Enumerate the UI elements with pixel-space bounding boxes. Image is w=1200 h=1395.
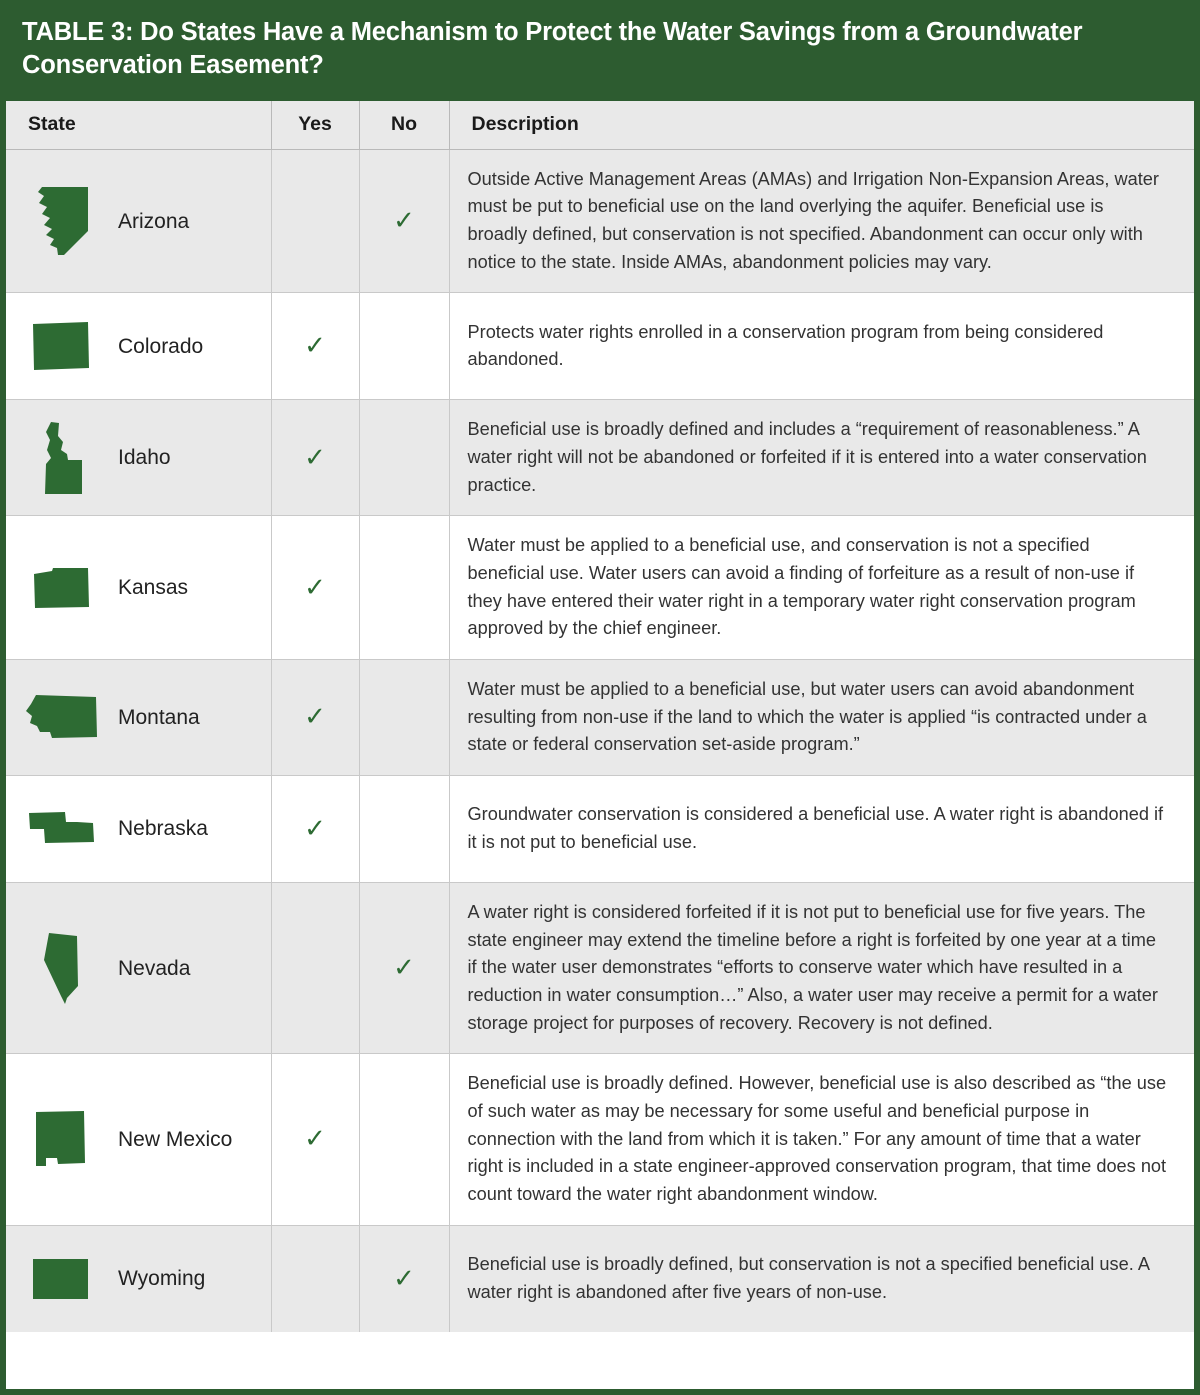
yes-cell bbox=[271, 149, 359, 293]
no-cell bbox=[359, 516, 449, 660]
description-cell: Beneficial use is broadly defined, but conservation is not a specified beneficial use. A water right is abandoned after five years of non-use. bbox=[449, 1225, 1194, 1332]
check-icon: ✓ bbox=[393, 1263, 415, 1294]
yes-cell bbox=[271, 400, 359, 516]
description-cell: Protects water rights enrolled in a conservation program from being considered abandoned. bbox=[449, 293, 1194, 400]
table-row bbox=[6, 775, 1194, 882]
yes-cell bbox=[271, 293, 359, 400]
state-name-label: Wyoming bbox=[118, 1266, 206, 1290]
state-cell bbox=[6, 293, 271, 400]
yes-cell bbox=[271, 516, 359, 660]
description-cell: Beneficial use is broadly defined. However, beneficial use is also described as “the use of such water as may be necessary for some useful and beneficial purpose in connection with the land from which it is taken.” For any amount of time that a water right is included in a state engineer-approved conservation program, that time does not count toward the water right abandonment window. bbox=[449, 1054, 1194, 1225]
no-cell bbox=[359, 293, 449, 400]
column-header-no: No bbox=[359, 101, 449, 150]
state-name-label: Idaho bbox=[118, 446, 171, 470]
description-cell: A water right is considered forfeited if it is not put to beneficial use for five years. The state engineer may extend the timeline before a right is forfeited by one year at a time if the water user demonstrates “efforts to conserve water which have resulted in a reduction in water consumption…” Also, a water user may receive a permit for a water storage project for purposes of recovery. Recovery is not defined. bbox=[449, 882, 1194, 1053]
yes-cell bbox=[271, 1225, 359, 1332]
state-cell bbox=[6, 775, 271, 882]
state-cell bbox=[6, 882, 271, 1053]
no-cell bbox=[359, 400, 449, 516]
state-cell bbox=[6, 400, 271, 516]
check-icon: ✓ bbox=[393, 206, 415, 237]
no-cell bbox=[359, 775, 449, 882]
description-cell: Water must be applied to a beneficial use, and conservation is not a specified beneficial use. Water users can avoid a finding of forfeiture as a result of non-use if they have entered their water right in a temporary water right conservation program approved by the chief engineer. bbox=[449, 516, 1194, 660]
kansas-shape-icon bbox=[22, 549, 100, 627]
page-title: TABLE 3: Do States Have a Mechanism to Protect the Water Savings from a Groundwater Conservation Easement? bbox=[22, 18, 1083, 80]
state-name-label: New Mexico bbox=[118, 1127, 233, 1151]
state-name-label: Arizona bbox=[118, 209, 190, 233]
table-row bbox=[6, 149, 1194, 293]
yes-cell bbox=[271, 660, 359, 776]
check-icon: ✓ bbox=[304, 331, 326, 362]
description-cell: Water must be applied to a beneficial use, but water users can avoid abandonment resulting from non-use if the land to which the water is applied “is contracted under a state or federal conservation set-aside program.” bbox=[449, 660, 1194, 776]
table-row bbox=[6, 293, 1194, 400]
table-row bbox=[6, 660, 1194, 776]
no-cell bbox=[359, 882, 449, 1053]
no-cell bbox=[359, 660, 449, 776]
state-cell bbox=[6, 1225, 271, 1332]
no-cell bbox=[359, 149, 449, 293]
header-row bbox=[6, 101, 1194, 150]
check-icon: ✓ bbox=[393, 953, 415, 984]
nevada-shape-icon bbox=[22, 929, 100, 1007]
wyoming-shape-icon bbox=[22, 1240, 100, 1318]
yes-cell bbox=[271, 775, 359, 882]
nebraska-shape-icon bbox=[22, 790, 100, 868]
check-icon: ✓ bbox=[304, 442, 326, 473]
table-row bbox=[6, 1225, 1194, 1332]
state-cell bbox=[6, 660, 271, 776]
state-name-label: Kansas bbox=[118, 576, 189, 600]
no-cell bbox=[359, 1054, 449, 1225]
state-name-label: Nevada bbox=[118, 956, 191, 980]
table-row bbox=[6, 400, 1194, 516]
no-cell bbox=[359, 1225, 449, 1332]
state-name-label: Colorado bbox=[118, 334, 204, 358]
table-header bbox=[6, 101, 1194, 150]
yes-cell bbox=[271, 1054, 359, 1225]
state-cell bbox=[6, 516, 271, 660]
description-cell: Beneficial use is broadly defined and includes a “requirement of reasonableness.” A water right will not be abandoned or forfeited if it is entered into a water conservation practice. bbox=[449, 400, 1194, 516]
state-cell bbox=[6, 149, 271, 293]
arizona-shape-icon bbox=[22, 182, 100, 260]
check-icon: ✓ bbox=[304, 702, 326, 733]
check-icon: ✓ bbox=[304, 572, 326, 603]
table-row bbox=[6, 516, 1194, 660]
state-mechanism-table bbox=[6, 101, 1194, 1332]
description-cell: Groundwater conservation is considered a beneficial use. A water right is abandoned if it is not put to beneficial use. bbox=[449, 775, 1194, 882]
table-row bbox=[6, 1054, 1194, 1225]
idaho-shape-icon bbox=[22, 419, 100, 497]
table-title-bar bbox=[0, 0, 1200, 101]
column-header-state: State bbox=[6, 101, 271, 150]
description-cell: Outside Active Management Areas (AMAs) and Irrigation Non-Expansion Areas, water must be put to beneficial use on the land overlying the aquifer. Beneficial use is broadly defined, but conservation is not specified. Abandonment can occur only with notice to the state. Inside AMAs, abandonment policies may vary. bbox=[449, 149, 1194, 293]
check-icon: ✓ bbox=[304, 1124, 326, 1155]
montana-shape-icon bbox=[22, 678, 100, 756]
colorado-shape-icon bbox=[22, 307, 100, 385]
column-header-description: Description bbox=[449, 101, 1194, 150]
state-name-label: Montana bbox=[118, 705, 200, 729]
state-cell bbox=[6, 1054, 271, 1225]
check-icon: ✓ bbox=[304, 813, 326, 844]
table-row bbox=[6, 882, 1194, 1053]
table-body bbox=[6, 149, 1194, 1331]
column-header-yes: Yes bbox=[271, 101, 359, 150]
yes-cell bbox=[271, 882, 359, 1053]
state-name-label: Nebraska bbox=[118, 817, 208, 841]
new-mexico-shape-icon bbox=[22, 1100, 100, 1178]
